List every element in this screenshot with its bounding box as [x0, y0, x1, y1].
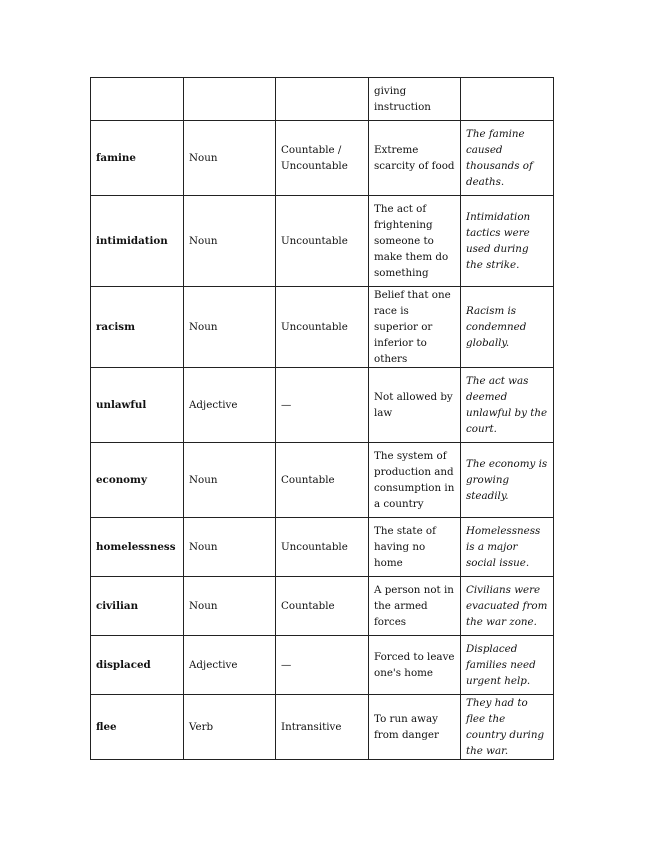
noun-type-cell: Countable: [276, 443, 369, 518]
part-of-speech-cell: Noun: [184, 577, 276, 636]
noun-type-cell: —: [276, 636, 369, 695]
table-row: [91, 121, 554, 196]
noun-type-cell: Uncountable: [276, 196, 369, 287]
definition-cell: The act of frightening someone to make them do something: [369, 196, 461, 287]
word-cell: unlawful: [91, 368, 184, 443]
example-cell: Intimidation tactics were used during the strike.: [461, 196, 554, 287]
word-cell: homelessness: [91, 518, 184, 577]
table-row: [91, 577, 554, 636]
word-cell: economy: [91, 443, 184, 518]
vocabulary-table: [90, 77, 554, 760]
table-row: [91, 287, 554, 368]
noun-type-cell: Uncountable: [276, 518, 369, 577]
noun-type-cell: Uncountable: [276, 287, 369, 368]
example-cell: Displaced families need urgent help.: [461, 636, 554, 695]
word-cell: civilian: [91, 577, 184, 636]
noun-type-cell: Intransitive: [276, 695, 369, 760]
example-cell: Homelessness is a major social issue.: [461, 518, 554, 577]
definition-cell: giving instruction: [369, 78, 461, 121]
part-of-speech-cell: Noun: [184, 196, 276, 287]
noun-type-cell: Countable: [276, 577, 369, 636]
word-cell: displaced: [91, 636, 184, 695]
definition-cell: Forced to leave one's home: [369, 636, 461, 695]
part-of-speech-cell: Adjective: [184, 368, 276, 443]
part-of-speech-cell: Noun: [184, 287, 276, 368]
word-cell: racism: [91, 287, 184, 368]
example-cell: Racism is condemned globally.: [461, 287, 554, 368]
part-of-speech-cell: Noun: [184, 518, 276, 577]
example-cell: [461, 78, 554, 121]
table-row: [91, 695, 554, 760]
noun-type-cell: —: [276, 368, 369, 443]
definition-cell: Belief that one race is superior or inferior to others: [369, 287, 461, 368]
table-row: [91, 196, 554, 287]
part-of-speech-cell: Verb: [184, 695, 276, 760]
definition-cell: Extreme scarcity of food: [369, 121, 461, 196]
part-of-speech-cell: Noun: [184, 121, 276, 196]
table-row: [91, 443, 554, 518]
word-cell: intimidation: [91, 196, 184, 287]
word-cell: famine: [91, 121, 184, 196]
definition-cell: A person not in the armed forces: [369, 577, 461, 636]
example-cell: The famine caused thousands of deaths.: [461, 121, 554, 196]
example-cell: Civilians were evacuated from the war zone.: [461, 577, 554, 636]
example-cell: The act was deemed unlawful by the court.: [461, 368, 554, 443]
part-of-speech-cell: Noun: [184, 443, 276, 518]
noun-type-cell: [276, 78, 369, 121]
word-cell: flee: [91, 695, 184, 760]
example-cell: The economy is growing steadily.: [461, 443, 554, 518]
definition-cell: The state of having no home: [369, 518, 461, 577]
word-cell: [91, 78, 184, 121]
table-row: [91, 78, 554, 121]
noun-type-cell: Countable / Uncountable: [276, 121, 369, 196]
part-of-speech-cell: Adjective: [184, 636, 276, 695]
definition-cell: To run away from danger: [369, 695, 461, 760]
table-row: [91, 368, 554, 443]
table-row: [91, 518, 554, 577]
definition-cell: The system of production and consumption in a country: [369, 443, 461, 518]
example-cell: They had to flee the country during the war.: [461, 695, 554, 760]
definition-cell: Not allowed by law: [369, 368, 461, 443]
table-row: [91, 636, 554, 695]
part-of-speech-cell: [184, 78, 276, 121]
